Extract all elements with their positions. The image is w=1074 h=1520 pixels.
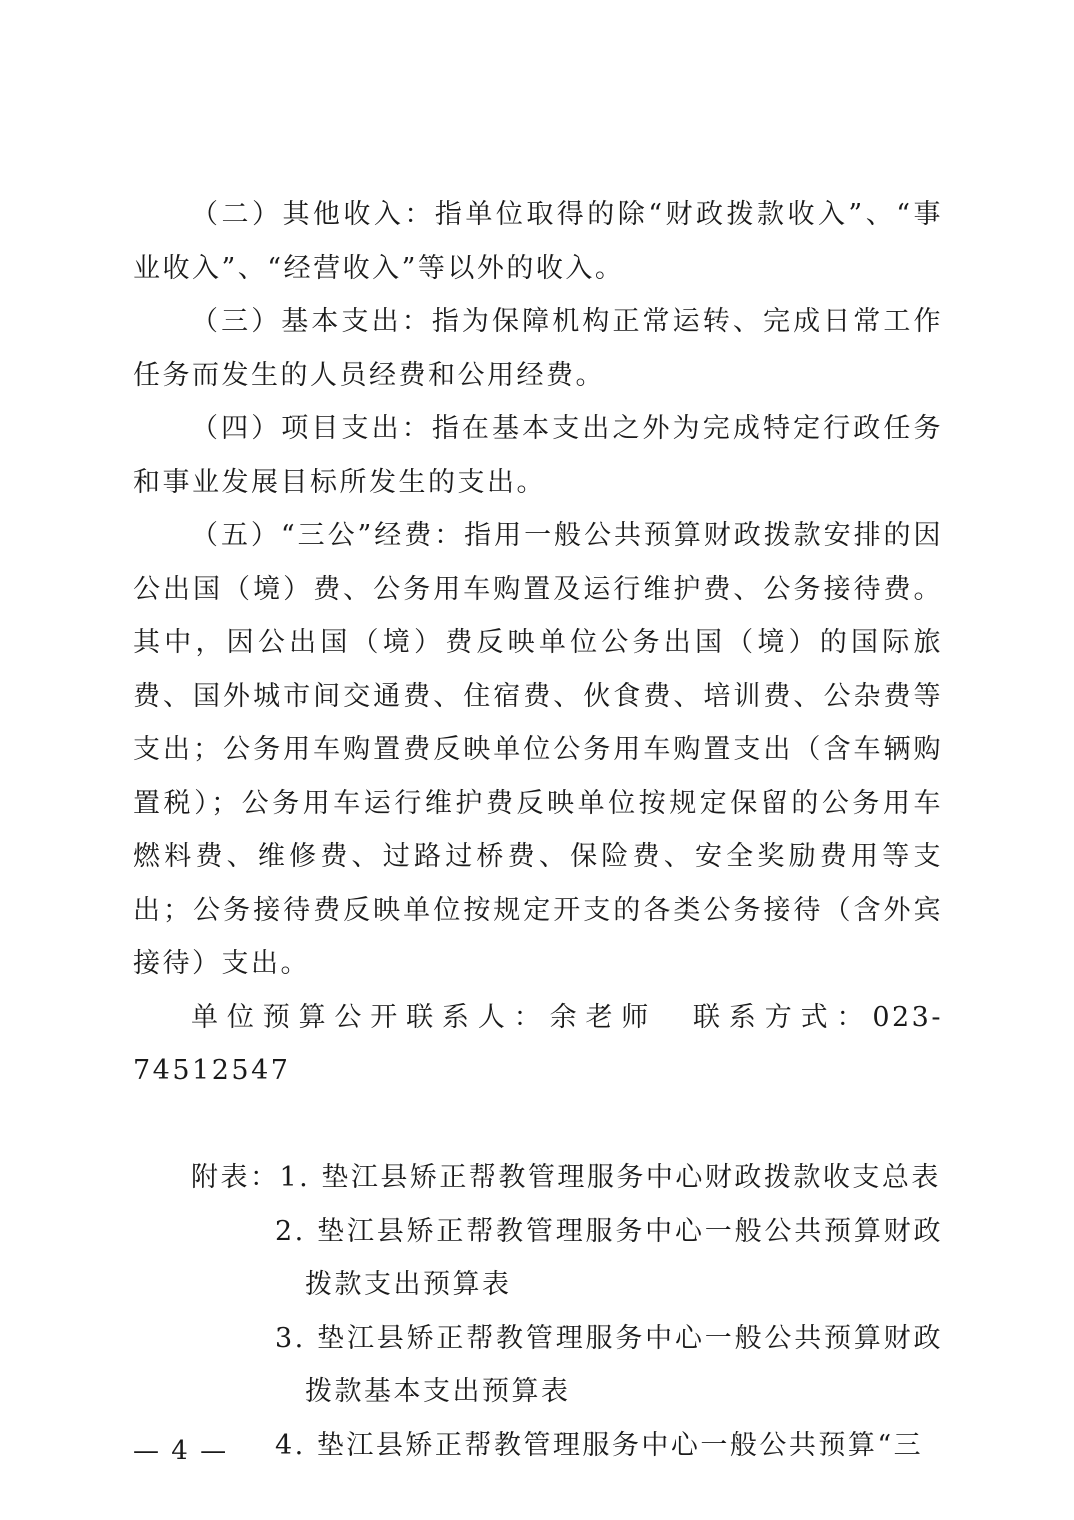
page-number: — 4 —: [133, 1436, 229, 1466]
attachment-prefix: 附表：: [191, 1162, 280, 1193]
attachment-item-3: 3. 垫江县矫正帮教管理服务中心一般公共预算财政拨款基本支出预算表: [275, 1322, 943, 1407]
spacer: [133, 1098, 943, 1152]
contact-line: 单位预算公开联系人：余老师 联系方式：023-74512547: [133, 1001, 943, 1086]
paragraph-three-public-funds: （五）“三公”经费：指用一般公共预算财政拨款安排的因公出国（境）费、公务用车购置及运行维护费、公务接待费。其中，因公出国（境）费反映单位公务出国（境）的国际旅费、国外城市间交通费、住宿费、伙食费、培训费、公杂费等支出；公务用车购置费反映单位公务用车购置支出（含车辆购置税）；公务用车运行维护费反映单位按规定保留的公务用车燃料费、维修费、过路过桥费、保险费、安全奖励费用等支出；公务接待费反映单位按规定开支的各类公务接待（含外宾接待）支出。: [133, 520, 943, 979]
attachment-item-4: 4. 垫江县矫正帮教管理服务中心一般公共预算“三: [275, 1429, 924, 1461]
paragraph-project-expenditure: （四）项目支出：指在基本支出之外为完成特定行政任务和事业发展目标所发生的支出。: [133, 413, 943, 498]
paragraph-basic-expenditure: （三）基本支出：指为保障机构正常运转、完成日常工作任务而发生的人员经费和公用经费。: [133, 306, 943, 391]
paragraph-other-income: （二）其他收入：指单位取得的除“财政拨款收入”、“事业收入”、“经营收入”等以外的收入。: [133, 199, 943, 284]
attachment-item-2: 2. 垫江县矫正帮教管理服务中心一般公共预算财政拨款支出预算表: [275, 1215, 943, 1300]
attachment-item-1-text: 1. 垫江县矫正帮教管理服务中心财政拨款收支总表: [279, 1162, 941, 1193]
body-text: [133, 188, 943, 1472]
attachment-item-1: [133, 1151, 943, 1205]
